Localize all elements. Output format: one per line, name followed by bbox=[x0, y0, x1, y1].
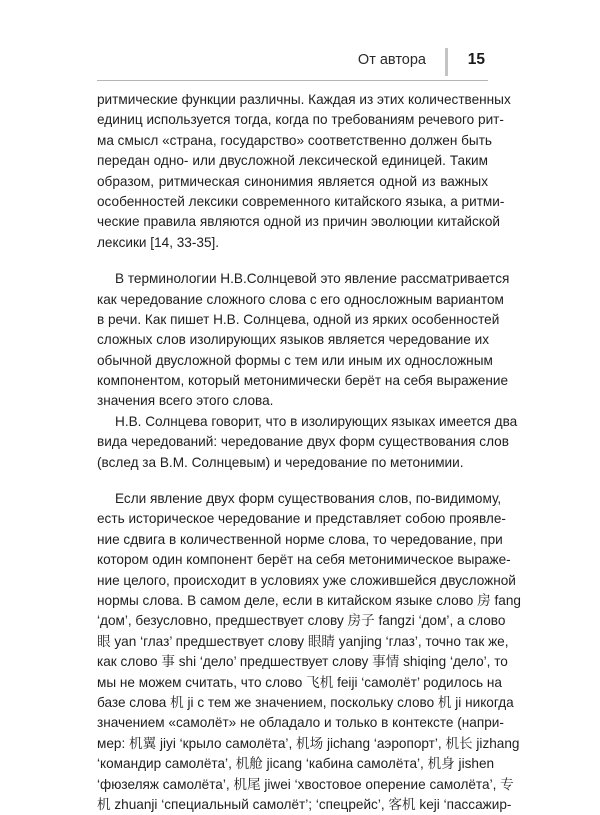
text-line: единиц используется тогда, когда по требованиям речевого рит- bbox=[97, 112, 504, 128]
text-line: передан одно- или двусложной лексической единицей. Таким bbox=[97, 153, 488, 169]
text-line: компонентом, который метонимически берёт на себя выражение bbox=[97, 373, 509, 389]
text-line: ческие правила являются одной из причин эволюции китайской bbox=[97, 214, 501, 230]
paragraph bbox=[97, 269, 510, 412]
text-line: ние сдвига в количественной норме слова, то чередование, при bbox=[97, 531, 503, 547]
body-text bbox=[97, 90, 521, 815]
text-line: значением «самолёт» не обладало и только в контексте (напри- bbox=[97, 715, 504, 731]
text-line: лексики [14, 33-35]. bbox=[97, 234, 220, 250]
text-line: в речи. Как пишет Н.В. Солнцева, одной из ярких особенностей bbox=[97, 311, 500, 327]
text-line: обычной двусложной формы с тем или иным их односложным bbox=[97, 352, 493, 368]
text-line: 机 zhuanji ‘специальный самолёт’; ‘спецрейс’, 客机 keji ‘пассажир- bbox=[97, 796, 512, 812]
text-line: мер: 机翼 jiyi ‘крыло самолёта’, 机场 jichang ‘аэропорт’, 机长 jizhang bbox=[97, 735, 520, 751]
paragraph-gap bbox=[97, 253, 488, 269]
text-line: ‘дом’, безусловно, предшествует слову 房子 fangzi ‘дом’, а слово bbox=[97, 613, 506, 629]
text-line: образом, ритмическая синонимия является одной из важных bbox=[97, 173, 488, 189]
text-line: значения всего этого слова. bbox=[97, 393, 274, 409]
text-line: Если явление двух форм существования слов, по-видимому, bbox=[115, 491, 502, 507]
text-line: ‘командир самолёта’, 机舱 jicang ‘кабина самолёта’, 机身 jishen bbox=[97, 756, 495, 772]
running-title: От автора bbox=[357, 52, 426, 68]
text-line: сложных слов изолирующих языков является чередование их bbox=[97, 332, 490, 348]
header-separator bbox=[445, 48, 448, 76]
paragraph bbox=[97, 90, 511, 253]
text-line: ритмические функции различны. Каждая из этих количественных bbox=[97, 92, 511, 107]
text-line: мы не можем считать, что слово 飞机 feiji ‘самолёт’ родилось на bbox=[97, 674, 502, 690]
text-line: ние целого, происходит в условиях уже сложившейся двусложной bbox=[97, 572, 516, 588]
paragraph-gap bbox=[97, 473, 488, 489]
text-line: вида чередований: чередование двух форм существования слов bbox=[97, 434, 509, 450]
paragraph bbox=[97, 489, 521, 815]
text-line: как слово 事 shi ‘дело’ предшествует слову 事情 shiqing ‘дело’, то bbox=[97, 654, 508, 670]
text-line: ма смысл «страна, государство» соответственно должен быть bbox=[97, 132, 493, 148]
text-line: нормы слова. В самом деле, если в китайском языке слово 房 fang bbox=[97, 592, 521, 608]
text-line: ‘фюзеляж самолёта’, 机尾 jiwei ‘хвостовое оперение самолёта’, 专 bbox=[97, 776, 514, 792]
text-line: 眼 yan ‘глаз’ предшествует слову 眼睛 yanjing ‘глаз’, точно так же, bbox=[97, 633, 509, 649]
header-rule bbox=[97, 80, 488, 81]
text-line: базе слова 机 ji с тем же значением, поскольку слово 机 ji никогда bbox=[97, 694, 514, 710]
text-line: как чередование сложного слова с его односложным вариантом bbox=[97, 291, 504, 307]
text-line: есть историческое чередование и представляет собою проявле- bbox=[97, 511, 506, 527]
text-line: котором один компонент берёт на себя метонимическое выраже- bbox=[97, 552, 511, 568]
text-line: (вслед за В.М. Солнцевым) и чередование по метонимии. bbox=[97, 454, 464, 470]
text-line: особенностей лексики современного китайского языка, а ритми- bbox=[97, 193, 505, 209]
page-number: 15 bbox=[467, 51, 485, 68]
paragraph bbox=[97, 412, 518, 473]
text-line: В терминологии Н.В.Солнцевой это явление рассматривается bbox=[115, 271, 510, 287]
text-line: Н.В. Солнцева говорит, что в изолирующих языках имеется два bbox=[115, 413, 518, 429]
running-header bbox=[97, 48, 488, 80]
